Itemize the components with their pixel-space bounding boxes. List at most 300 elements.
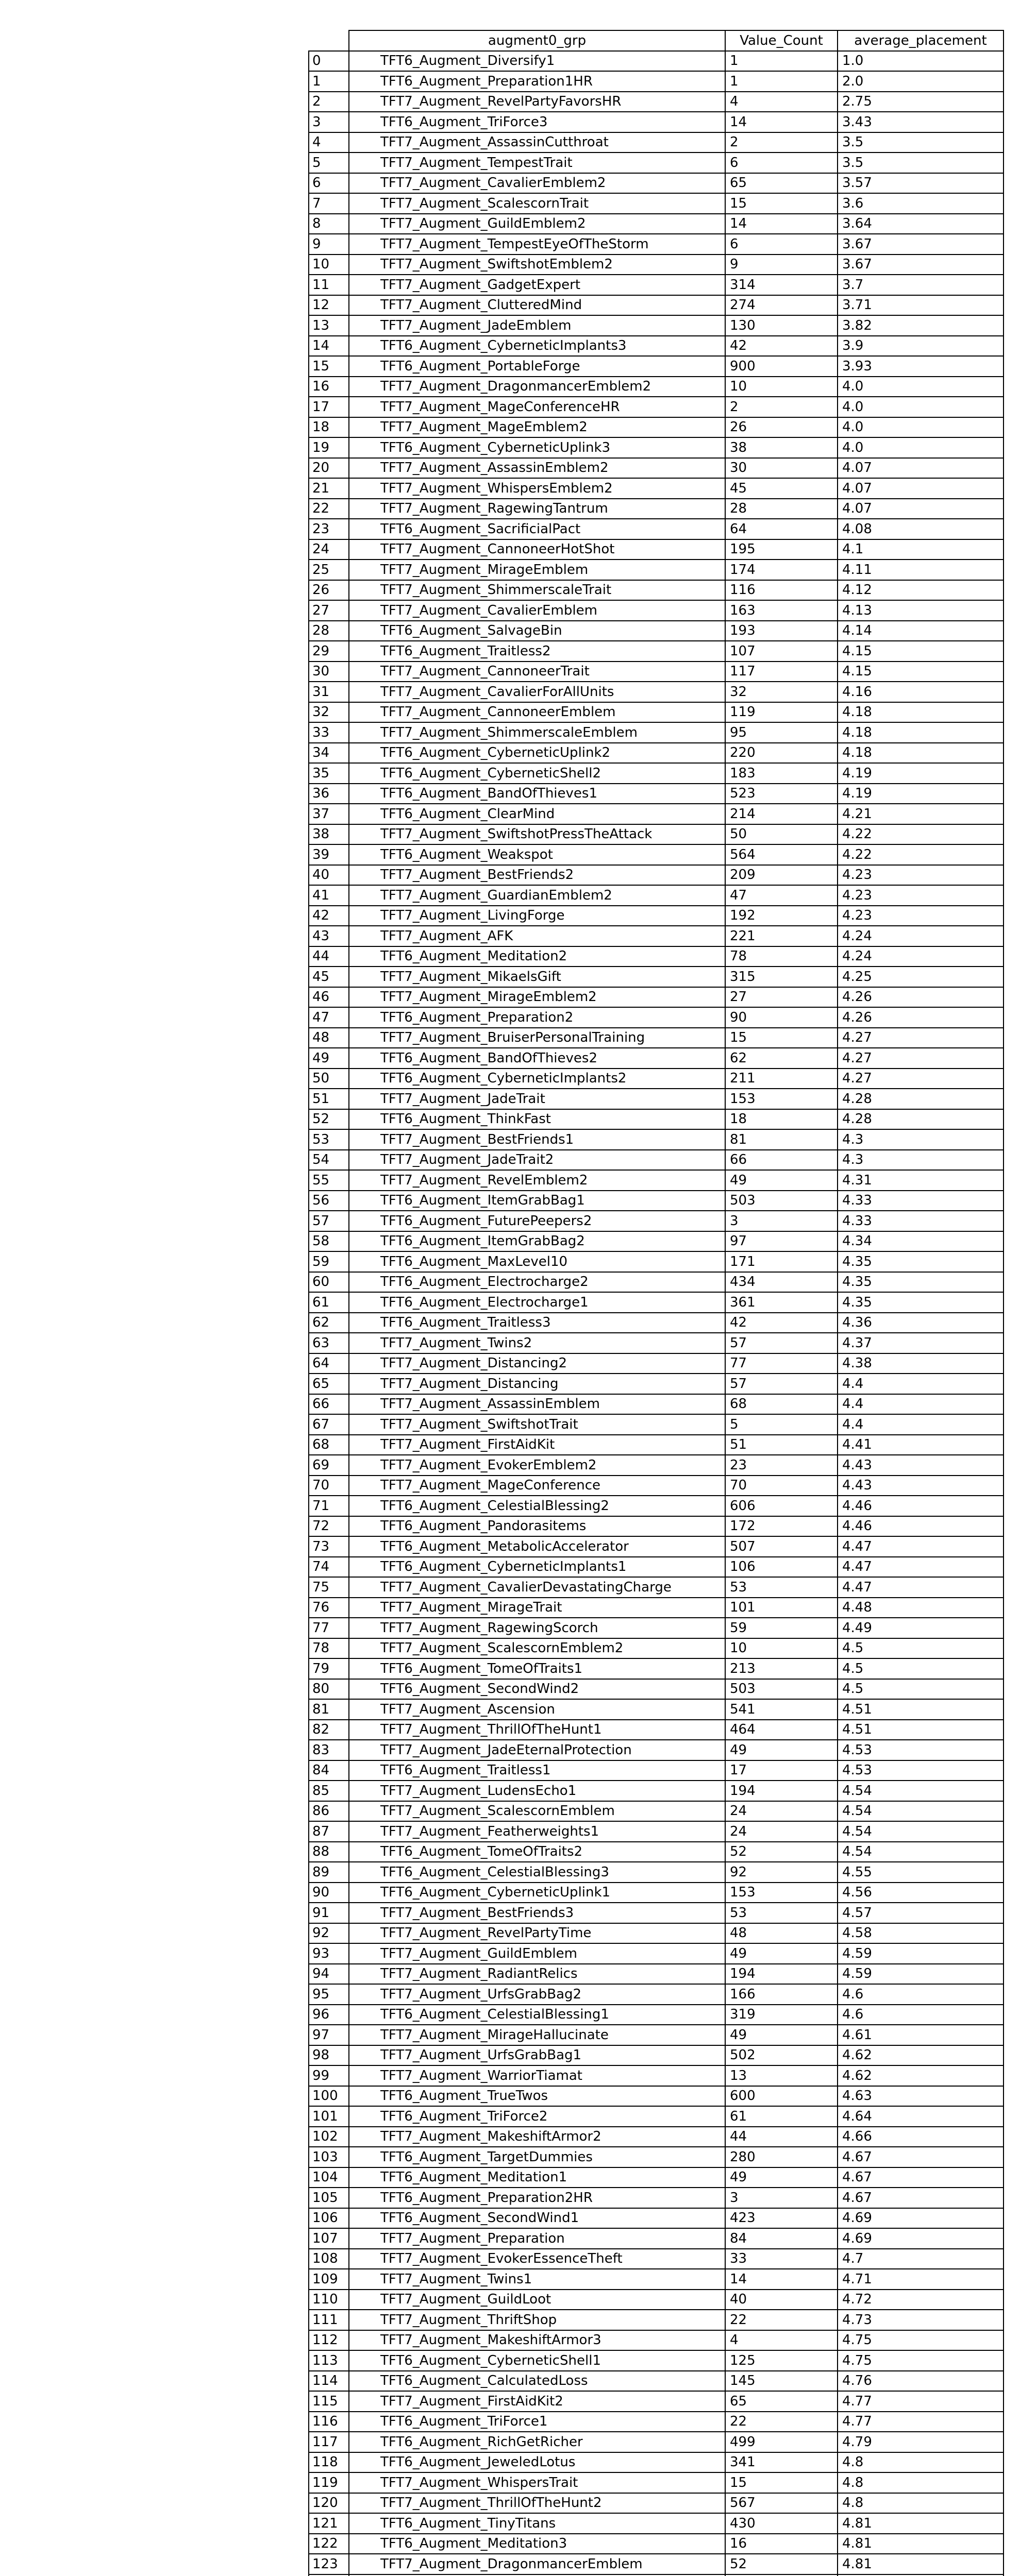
row-index: 51 [309, 1089, 349, 1109]
value-count-cell: 214 [725, 804, 838, 824]
augment-group-cell: TFT7_Augment_GuildEmblem [349, 1943, 725, 1964]
value-count-cell: 130 [725, 315, 838, 336]
row-index: 84 [309, 1760, 349, 1781]
row-index: 69 [309, 1455, 349, 1476]
augment-group-cell: TFT6_Augment_Traitless1 [349, 1760, 725, 1781]
row-index: 20 [309, 458, 349, 479]
value-count-cell: 195 [725, 539, 838, 560]
table-row [309, 885, 1004, 906]
row-index: 102 [309, 2127, 349, 2147]
row-index: 118 [309, 2452, 349, 2473]
table-row [309, 2350, 1004, 2371]
value-count-cell: 18 [725, 1109, 838, 1130]
average-placement-cell: 4.12 [838, 580, 1004, 601]
table-row [309, 926, 1004, 946]
average-placement-cell: 4.18 [838, 722, 1004, 743]
value-count-cell: 3 [725, 2188, 838, 2208]
table-row [309, 1943, 1004, 1964]
augment-group-cell: TFT6_Augment_RichGetRicher [349, 2432, 725, 2452]
average-placement-cell: 3.67 [838, 234, 1004, 255]
row-index: 38 [309, 824, 349, 845]
table-row [309, 1353, 1004, 1374]
augment-group-cell: TFT6_Augment_FuturePeepers2 [349, 1211, 725, 1231]
average-placement-cell: 4.07 [838, 478, 1004, 499]
augment-group-cell: TFT6_Augment_SecondWind2 [349, 1679, 725, 1700]
augment-group-cell: TFT7_Augment_MageConference [349, 1476, 725, 1496]
row-index: 53 [309, 1129, 349, 1150]
table-row [309, 2065, 1004, 2086]
table-row [309, 1150, 1004, 1171]
row-index: 86 [309, 1801, 349, 1822]
augment-group-cell: TFT7_Augment_FirstAidKit2 [349, 2391, 725, 2412]
augment-group-cell: TFT7_Augment_DragonmancerEmblem [349, 2554, 725, 2574]
augment-group-cell: TFT7_Augment_CannoneerTrait [349, 662, 725, 682]
average-placement-cell: 4.5 [838, 1638, 1004, 1659]
value-count-cell: 27 [725, 987, 838, 1008]
value-count-cell: 50 [725, 824, 838, 845]
value-count-cell: 567 [725, 2493, 838, 2514]
row-index: 33 [309, 722, 349, 743]
row-index: 98 [309, 2045, 349, 2066]
augment-group-cell: TFT7_Augment_SwiftshotTrait [349, 1414, 725, 1435]
table-row [309, 2188, 1004, 2208]
average-placement-cell: 4.8 [838, 2493, 1004, 2514]
row-index: 5 [309, 152, 349, 173]
row-index: 23 [309, 519, 349, 539]
average-placement-cell: 3.64 [838, 214, 1004, 234]
table-row [309, 1292, 1004, 1313]
table-row [309, 51, 1004, 72]
table-row [309, 2534, 1004, 2554]
augment-group-cell: TFT7_Augment_RevelEmblem2 [349, 1170, 725, 1191]
augment-group-cell: TFT7_Augment_ScalescornEmblem2 [349, 1638, 725, 1659]
table-row [309, 1760, 1004, 1781]
value-count-cell: 15 [725, 2472, 838, 2493]
table-row [309, 478, 1004, 499]
value-count-cell: 49 [725, 1740, 838, 1760]
row-index: 120 [309, 2493, 349, 2514]
value-count-cell: 153 [725, 1089, 838, 1109]
average-placement-cell: 3.6 [838, 193, 1004, 214]
table-row [309, 112, 1004, 132]
augment-group-cell: TFT6_Augment_Diversify1 [349, 51, 725, 72]
row-index: 63 [309, 1333, 349, 1353]
value-count-cell: 64 [725, 519, 838, 539]
average-placement-cell: 3.71 [838, 295, 1004, 316]
augment-group-cell: TFT7_Augment_ScalescornTrait [349, 193, 725, 214]
table-row [309, 193, 1004, 214]
value-count-cell: 116 [725, 580, 838, 601]
value-count-cell: 14 [725, 112, 838, 132]
row-index: 30 [309, 662, 349, 682]
average-placement-cell: 4.0 [838, 397, 1004, 417]
value-count-cell: 22 [725, 2412, 838, 2432]
value-count-cell: 6 [725, 234, 838, 255]
value-count-cell: 4 [725, 92, 838, 112]
value-count-cell: 502 [725, 2045, 838, 2066]
augment-group-cell: TFT7_Augment_RevelPartyFavorsHR [349, 92, 725, 112]
row-index: 22 [309, 499, 349, 519]
value-count-cell: 5 [725, 1414, 838, 1435]
augment-group-cell: TFT6_Augment_TriForce1 [349, 2412, 725, 2432]
table-row [309, 2106, 1004, 2127]
row-index: 15 [309, 356, 349, 377]
value-count-cell: 213 [725, 1658, 838, 1679]
average-placement-cell: 3.5 [838, 132, 1004, 153]
table-row [309, 1007, 1004, 1028]
average-placement-cell: 4.23 [838, 906, 1004, 926]
table-row [309, 743, 1004, 764]
value-count-cell: 15 [725, 1028, 838, 1048]
row-index: 62 [309, 1313, 349, 1333]
table-row [309, 2391, 1004, 2412]
augment-group-cell: TFT6_Augment_BandOfThieves2 [349, 1048, 725, 1069]
table-row [309, 1476, 1004, 1496]
row-index: 77 [309, 1618, 349, 1638]
table-row [309, 275, 1004, 295]
table-row [309, 1414, 1004, 1435]
augment-group-cell: TFT7_Augment_EvokerEssenceTheft [349, 2249, 725, 2269]
average-placement-cell: 4.4 [838, 1414, 1004, 1435]
row-index: 99 [309, 2065, 349, 2086]
table-row [309, 702, 1004, 723]
augment-group-cell: TFT7_Augment_ClutteredMind [349, 295, 725, 316]
value-count-cell: 166 [725, 1984, 838, 2005]
average-placement-cell: 4.23 [838, 865, 1004, 886]
row-index: 48 [309, 1028, 349, 1048]
average-placement-cell: 4.62 [838, 2065, 1004, 2086]
augment-group-cell: TFT7_Augment_Preparation [349, 2228, 725, 2249]
average-placement-cell: 4.47 [838, 1536, 1004, 1557]
augment-group-cell: TFT7_Augment_CannoneerHotShot [349, 539, 725, 560]
table-row [309, 295, 1004, 316]
augment-group-cell: TFT6_Augment_Electrocharge1 [349, 1292, 725, 1313]
augment-group-cell: TFT6_Augment_TrueTwos [349, 2086, 725, 2107]
value-count-cell: 28 [725, 499, 838, 519]
row-index: 56 [309, 1191, 349, 1211]
augment-group-cell: TFT6_Augment_Preparation2 [349, 1007, 725, 1028]
row-index: 67 [309, 1414, 349, 1435]
augment-group-cell: TFT7_Augment_MageConferenceHR [349, 397, 725, 417]
average-placement-cell: 4.24 [838, 946, 1004, 967]
table-row [309, 92, 1004, 112]
row-index: 27 [309, 600, 349, 621]
value-count-cell: 24 [725, 1821, 838, 1842]
row-index: 46 [309, 987, 349, 1008]
row-index: 78 [309, 1638, 349, 1659]
average-placement-cell: 4.51 [838, 1720, 1004, 1740]
value-count-cell: 464 [725, 1720, 838, 1740]
average-placement-cell: 4.0 [838, 417, 1004, 438]
average-placement-cell: 3.57 [838, 173, 1004, 194]
value-count-cell: 499 [725, 2432, 838, 2452]
average-placement-cell: 4.64 [838, 2106, 1004, 2127]
average-placement-cell: 4.08 [838, 519, 1004, 539]
value-count-cell: 84 [725, 2228, 838, 2249]
value-count-cell: 4 [725, 2330, 838, 2351]
augment-group-cell: TFT7_Augment_BestFriends3 [349, 1903, 725, 1923]
average-placement-cell: 4.14 [838, 621, 1004, 641]
value-count-cell: 171 [725, 1251, 838, 1272]
row-index: 47 [309, 1007, 349, 1028]
value-count-cell: 95 [725, 722, 838, 743]
average-placement-cell: 4.59 [838, 1943, 1004, 1964]
row-index: 12 [309, 295, 349, 316]
row-index: 107 [309, 2228, 349, 2249]
row-index: 85 [309, 1781, 349, 1801]
augment-group-cell: TFT6_Augment_CyberneticImplants1 [349, 1557, 725, 1578]
table-row [309, 2086, 1004, 2107]
table-row [309, 315, 1004, 336]
augment-group-cell: TFT6_Augment_Meditation2 [349, 946, 725, 967]
row-index: 92 [309, 1923, 349, 1944]
average-placement-cell: 4.75 [838, 2330, 1004, 2351]
row-index: 3 [309, 112, 349, 132]
average-placement-cell: 4.36 [838, 1313, 1004, 1333]
augment-group-cell: TFT6_Augment_CyberneticUplink2 [349, 743, 725, 764]
table-row [309, 967, 1004, 987]
average-placement-cell: 4.22 [838, 844, 1004, 865]
value-count-cell: 57 [725, 1374, 838, 1394]
table-row [309, 1272, 1004, 1293]
value-count-cell: 315 [725, 967, 838, 987]
table-row [309, 763, 1004, 784]
table-row [309, 519, 1004, 539]
table-row [309, 784, 1004, 804]
augment-group-cell: TFT6_Augment_Meditation1 [349, 2167, 725, 2188]
augment-group-cell: TFT7_Augment_ThrillOfTheHunt2 [349, 2493, 725, 2514]
augment-group-cell [349, 2574, 725, 2576]
value-count-cell: 90 [725, 1007, 838, 1028]
row-index: 117 [309, 2432, 349, 2452]
row-index: 113 [309, 2350, 349, 2371]
value-count-cell: 145 [725, 2371, 838, 2392]
average-placement-cell: 4.49 [838, 1618, 1004, 1638]
average-placement-cell: 4.48 [838, 1598, 1004, 1618]
table-row [309, 682, 1004, 702]
table-row [309, 1048, 1004, 1069]
row-index: 60 [309, 1272, 349, 1293]
average-placement-cell: 4.35 [838, 1251, 1004, 1272]
average-placement-cell: 4.31 [838, 1170, 1004, 1191]
average-placement-cell: 4.15 [838, 641, 1004, 662]
average-placement-cell: 3.67 [838, 255, 1004, 275]
augment-group-cell: TFT7_Augment_BestFriends2 [349, 865, 725, 886]
index-header [309, 30, 349, 51]
average-placement-cell: 4.23 [838, 885, 1004, 906]
row-index: 10 [309, 255, 349, 275]
augment-group-cell: TFT7_Augment_MikaelsGift [349, 967, 725, 987]
average-placement-cell: 4.25 [838, 967, 1004, 987]
row-index: 70 [309, 1476, 349, 1496]
table-row [309, 2371, 1004, 2392]
value-count-cell: 13 [725, 2065, 838, 2086]
augment-group-cell: TFT6_Augment_ItemGrabBag2 [349, 1231, 725, 1252]
table-row [309, 1374, 1004, 1394]
augment-group-cell: TFT7_Augment_UrfsGrabBag1 [349, 2045, 725, 2066]
average-placement-cell: 4.66 [838, 2127, 1004, 2147]
table-row [309, 1191, 1004, 1211]
average-placement-cell: 4.6 [838, 1984, 1004, 2005]
average-placement-cell: 4.47 [838, 1577, 1004, 1598]
average-placement-cell: 4.56 [838, 1883, 1004, 1903]
average-placement-cell: 4.3 [838, 1129, 1004, 1150]
augment-group-cell: TFT7_Augment_RagewingTantrum [349, 499, 725, 519]
value-count-cell: 49 [725, 1170, 838, 1191]
augment-group-cell: TFT7_Augment_MirageHallucinate [349, 2025, 725, 2045]
average-placement-cell: 4.28 [838, 1089, 1004, 1109]
augment-group-cell: TFT6_Augment_SecondWind1 [349, 2208, 725, 2229]
table-row [309, 1638, 1004, 1659]
table-header [309, 30, 1004, 51]
average-placement-cell: 4.58 [838, 1923, 1004, 1944]
table-row [309, 377, 1004, 397]
table-row [309, 1577, 1004, 1598]
table-row [309, 2472, 1004, 2493]
table-row [309, 2513, 1004, 2534]
average-placement-cell: 4.81 [838, 2513, 1004, 2534]
augment-group-cell: TFT6_Augment_MetabolicAccelerator [349, 1536, 725, 1557]
augment-group-cell: TFT6_Augment_TinyTitans [349, 2513, 725, 2534]
value-count-cell: 32 [725, 682, 838, 702]
average-placement-cell: 4.18 [838, 743, 1004, 764]
table-row [309, 1069, 1004, 1089]
value-count-cell: 900 [725, 356, 838, 377]
augment-group-cell: TFT6_Augment_PortableForge [349, 356, 725, 377]
row-index: 1 [309, 71, 349, 92]
average-placement-cell: 4.0 [838, 377, 1004, 397]
average-placement-cell: 1.0 [838, 51, 1004, 72]
average-placement-cell: 4.7 [838, 2249, 1004, 2269]
value-count-cell: 193 [725, 621, 838, 641]
table-row [309, 152, 1004, 173]
average-placement-cell [838, 2574, 1004, 2576]
augment-group-cell: TFT7_Augment_CavalierForAllUnits [349, 682, 725, 702]
value-count-cell: 53 [725, 1577, 838, 1598]
average-placement-cell: 4.37 [838, 1333, 1004, 1353]
average-placement-cell: 2.0 [838, 71, 1004, 92]
row-index: 11 [309, 275, 349, 295]
row-index: 54 [309, 1150, 349, 1171]
augment-group-cell: TFT6_Augment_TomeOfTraits2 [349, 1842, 725, 1862]
row-index: 16 [309, 377, 349, 397]
average-placement-cell: 4.73 [838, 2310, 1004, 2330]
row-index: 76 [309, 1598, 349, 1618]
row-index: 7 [309, 193, 349, 214]
table-row [309, 1333, 1004, 1353]
average-placement-cell: 4.63 [838, 2086, 1004, 2107]
value-count-cell: 70 [725, 1476, 838, 1496]
average-placement-cell: 4.57 [838, 1903, 1004, 1923]
value-count-cell: 194 [725, 1964, 838, 1985]
row-index: 109 [309, 2269, 349, 2290]
average-placement-cell: 4.79 [838, 2432, 1004, 2452]
value-count-cell: 52 [725, 2554, 838, 2574]
average-placement-cell: 4.67 [838, 2188, 1004, 2208]
value-count-cell: 314 [725, 275, 838, 295]
average-placement-cell: 4.34 [838, 1231, 1004, 1252]
average-placement-cell: 4.77 [838, 2412, 1004, 2432]
table-row [309, 1028, 1004, 1048]
table-row [309, 1231, 1004, 1252]
table-row [309, 1129, 1004, 1150]
table-row [309, 906, 1004, 926]
value-count-cell: 172 [725, 1516, 838, 1537]
augment-group-cell: TFT7_Augment_MakeshiftArmor2 [349, 2127, 725, 2147]
augment-group-cell: TFT6_Augment_Traitless2 [349, 641, 725, 662]
average-placement-cell: 4.5 [838, 1679, 1004, 1700]
value-count-cell: 51 [725, 1435, 838, 1455]
table-row [309, 499, 1004, 519]
average-placement-cell: 4.81 [838, 2554, 1004, 2574]
augment-group-cell: TFT7_Augment_ThrillOfTheHunt1 [349, 1720, 725, 1740]
average-placement-cell: 4.15 [838, 662, 1004, 682]
augment-group-cell: TFT7_Augment_Distancing2 [349, 1353, 725, 1374]
table-row [309, 2208, 1004, 2229]
value-count-cell: 40 [725, 2290, 838, 2310]
value-count-cell: 319 [725, 2005, 838, 2025]
row-index: 116 [309, 2412, 349, 2432]
augment-group-cell: TFT7_Augment_WhispersEmblem2 [349, 478, 725, 499]
value-count-cell: 101 [725, 1598, 838, 1618]
row-index: 66 [309, 1394, 349, 1415]
average-placement-cell: 4.1 [838, 539, 1004, 560]
value-count-cell: 2 [725, 132, 838, 153]
table-row [309, 2452, 1004, 2473]
row-index: 58 [309, 1231, 349, 1252]
value-count-cell: 600 [725, 2086, 838, 2107]
row-index: 100 [309, 2086, 349, 2107]
table-row [309, 2290, 1004, 2310]
table-row [309, 2330, 1004, 2351]
table-row [309, 560, 1004, 580]
table-row [309, 1598, 1004, 1618]
average-placement-cell: 3.9 [838, 336, 1004, 357]
row-index: 114 [309, 2371, 349, 2392]
value-count-cell: 106 [725, 1557, 838, 1578]
table-row [309, 1516, 1004, 1537]
row-index: 106 [309, 2208, 349, 2229]
value-count-cell: 211 [725, 1069, 838, 1089]
average-placement-header: average_placement [838, 30, 1004, 51]
average-placement-cell: 4.21 [838, 804, 1004, 824]
row-index: 73 [309, 1536, 349, 1557]
average-placement-cell: 4.13 [838, 600, 1004, 621]
row-index: 105 [309, 2188, 349, 2208]
augment-group-cell: TFT6_Augment_BandOfThieves1 [349, 784, 725, 804]
average-placement-cell: 4.77 [838, 2391, 1004, 2412]
value-count-cell: 503 [725, 1191, 838, 1211]
value-count-cell: 16 [725, 2534, 838, 2554]
row-index: 14 [309, 336, 349, 357]
augment-group-cell: TFT7_Augment_SwiftshotPressTheAttack [349, 824, 725, 845]
average-placement-cell: 4.18 [838, 702, 1004, 723]
average-placement-cell: 4.46 [838, 1496, 1004, 1516]
average-placement-cell: 4.81 [838, 2534, 1004, 2554]
value-count-cell: 92 [725, 1862, 838, 1883]
table-row [309, 1903, 1004, 1923]
average-placement-cell: 4.54 [838, 1821, 1004, 1842]
row-index: 36 [309, 784, 349, 804]
augment-group-cell: TFT7_Augment_GuildEmblem2 [349, 214, 725, 234]
value-count-cell: 65 [725, 2391, 838, 2412]
table-row [309, 2249, 1004, 2269]
value-count-cell: 26 [725, 417, 838, 438]
value-count-cell: 541 [725, 1699, 838, 1720]
value-count-cell: 65 [725, 173, 838, 194]
average-placement-cell: 4.26 [838, 1007, 1004, 1028]
table-row [309, 1251, 1004, 1272]
